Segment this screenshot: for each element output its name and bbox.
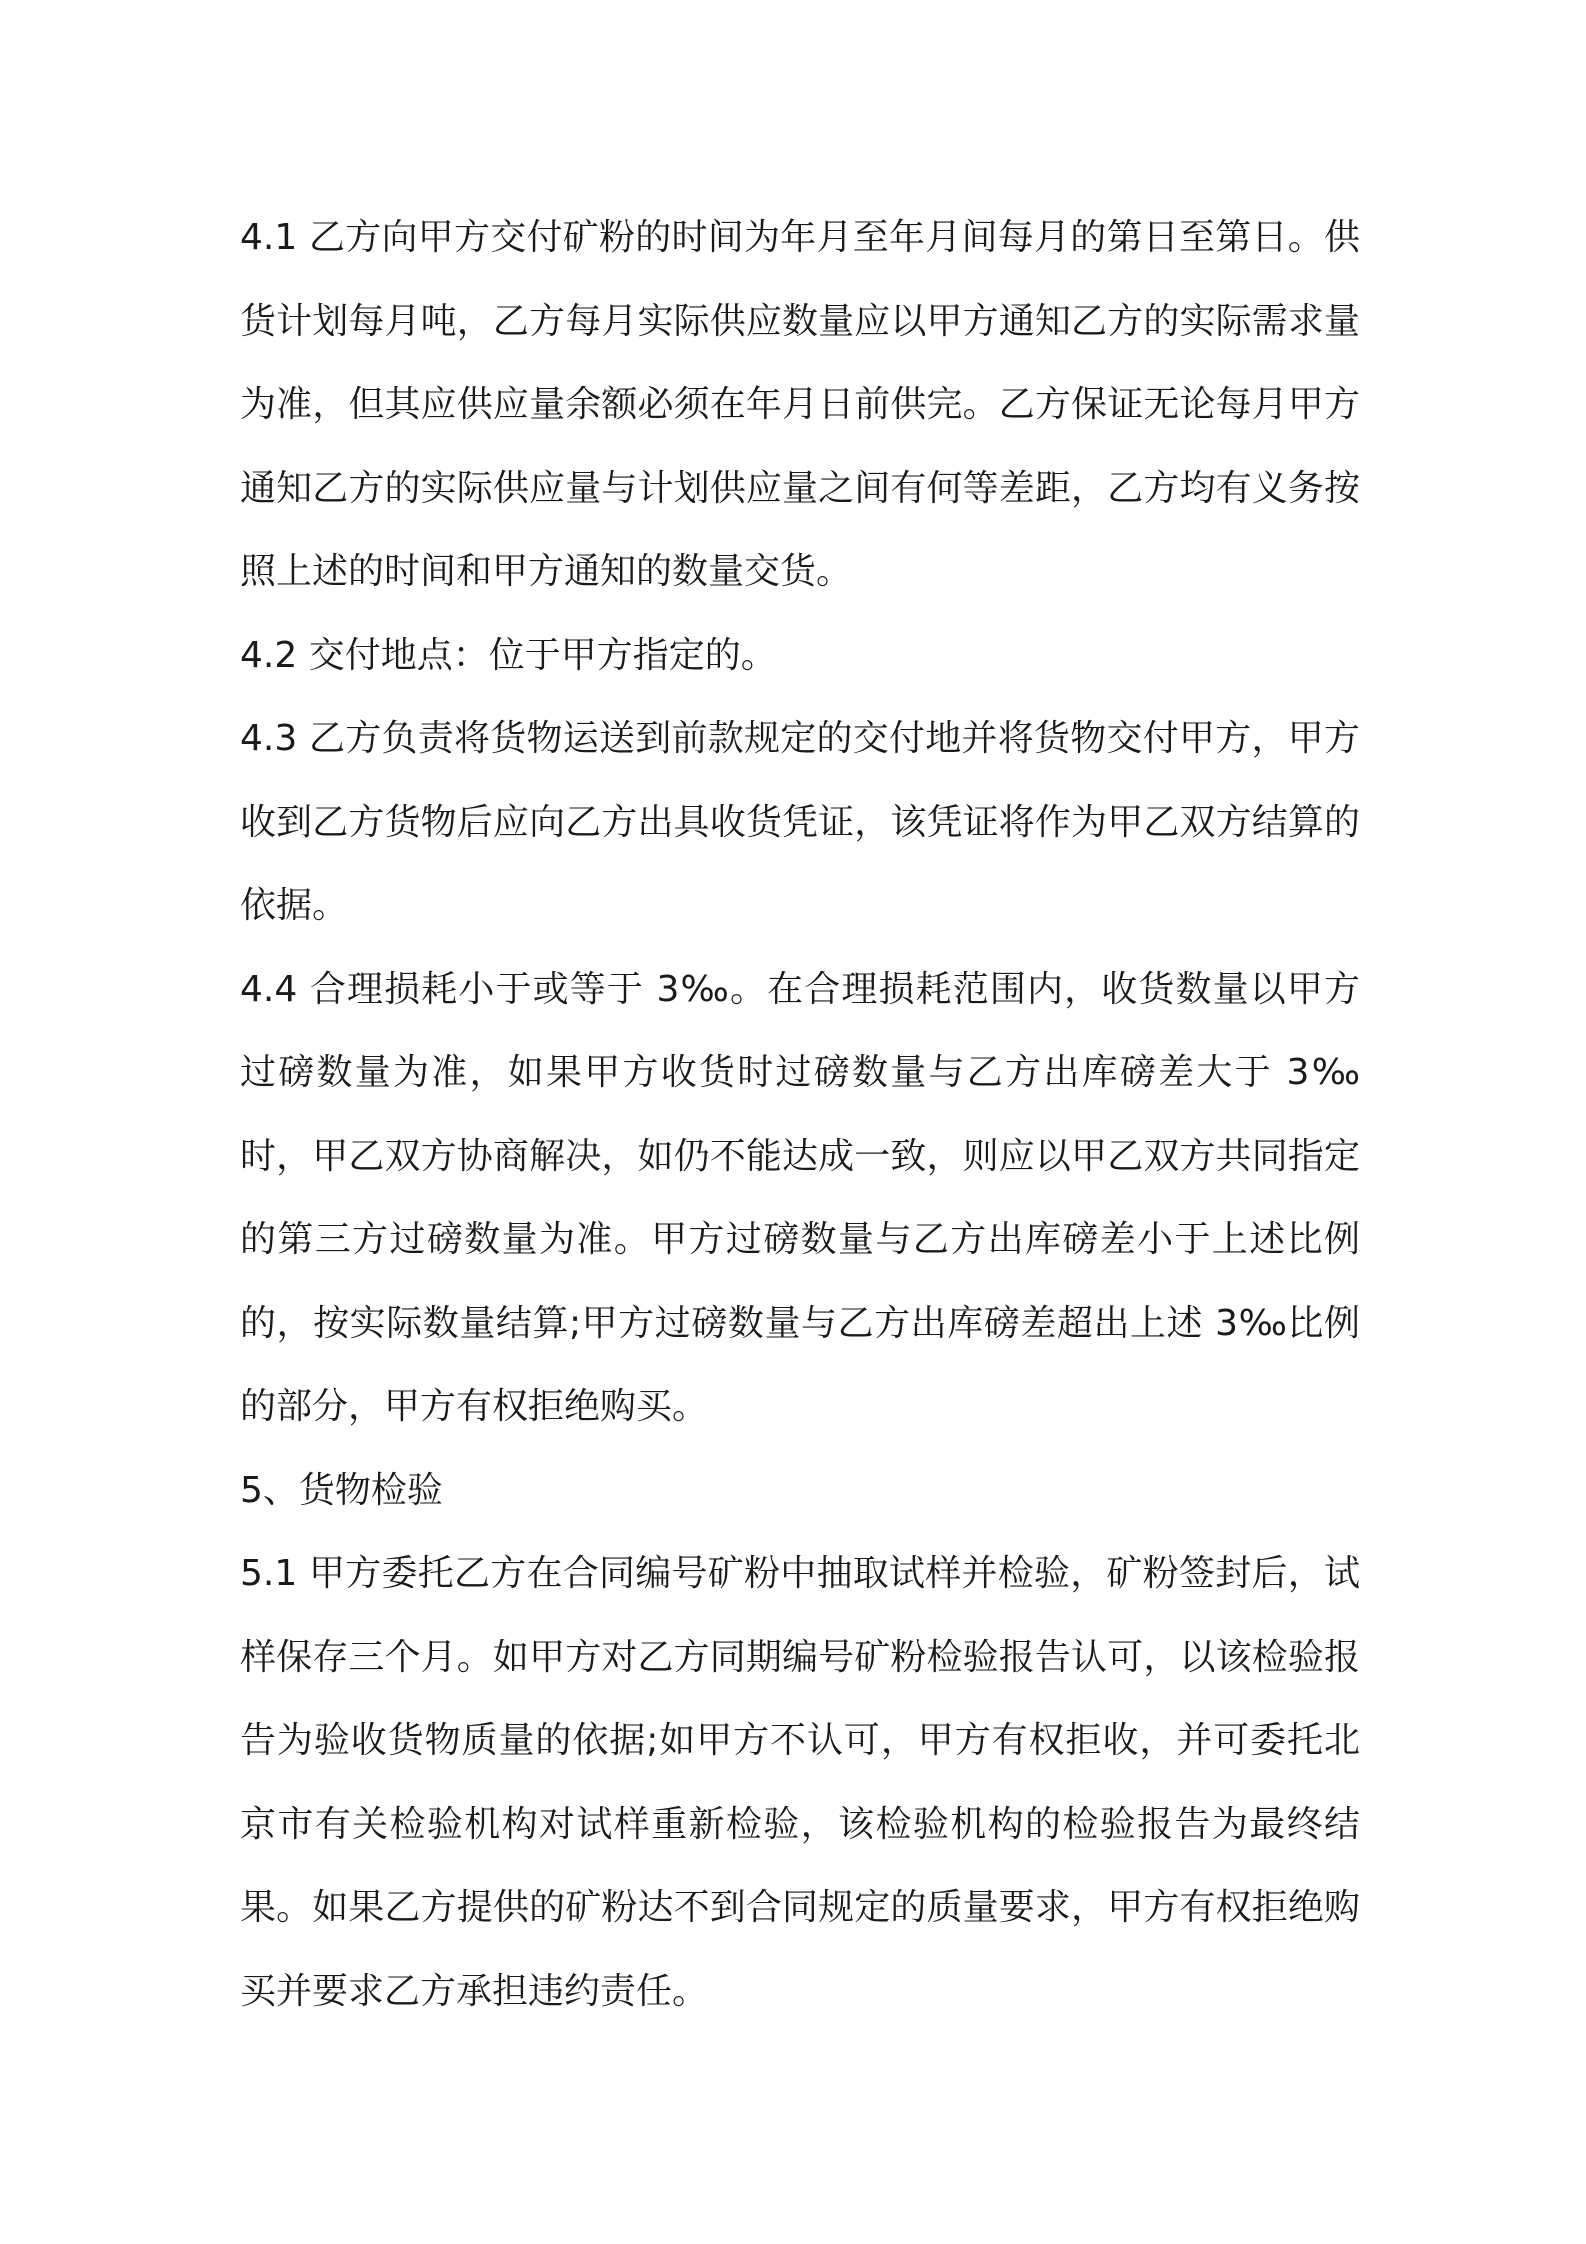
clause-4-1: 4.1 乙方向甲方交付矿粉的时间为年月至年月间每月的第日至第日。供货计划每月吨，乙方每月实际供应数量应以甲方通知乙方的实际需求量为准，但其应供应量余额必须在年月日前供完。乙方保证无论每月甲方通知乙方的实际供应量与计划供应量之间有何等差距，乙方均有义务按照上述的时间和甲方通知的数量交货。 xyxy=(240,217,1360,592)
document-body xyxy=(240,196,1360,2033)
clause-4-3: 4.3 乙方负责将货物运送到前款规定的交付地并将货物交付甲方，甲方收到乙方货物后应向乙方出具收货凭证，该凭证将作为甲乙双方结算的依据。 xyxy=(240,718,1360,926)
section-heading-goods-inspection: 5、货物检验 xyxy=(240,1469,443,1511)
clause-4-2: 4.2 交付地点：位于甲方指定的。 xyxy=(240,634,777,676)
clause-5-1: 5.1 甲方委托乙方在合同编号矿粉中抽取试样并检验，矿粉签封后，试样保存三个月。如甲方对乙方同期编号矿粉检验报告认可，以该检验报告为验收货物质量的依据;如甲方不认可，甲方有权拒收，并可委托北京市有关检验机构对试样重新检验，该检验机构的检验报告为最终结果。如果乙方提供的矿粉达不到合同规定的质量要求，甲方有权拒绝购买并要求乙方承担违约责任。 xyxy=(240,1553,1360,2012)
clause-4-4: 4.4 合理损耗小于或等于 3‰。在合理损耗范围内，收货数量以甲方过磅数量为准，如果甲方收货时过磅数量与乙方出库磅差大于 3‰时，甲乙双方协商解决，如仍不能达成一致，则应以甲乙双方共同指定的第三方过磅数量为准。甲方过磅数量与乙方出库磅差小于上述比例的，按实际数量结算;甲方过磅数量与乙方出库磅差超出上述 3‰比例的部分，甲方有权拒绝购买。 xyxy=(240,968,1360,1427)
